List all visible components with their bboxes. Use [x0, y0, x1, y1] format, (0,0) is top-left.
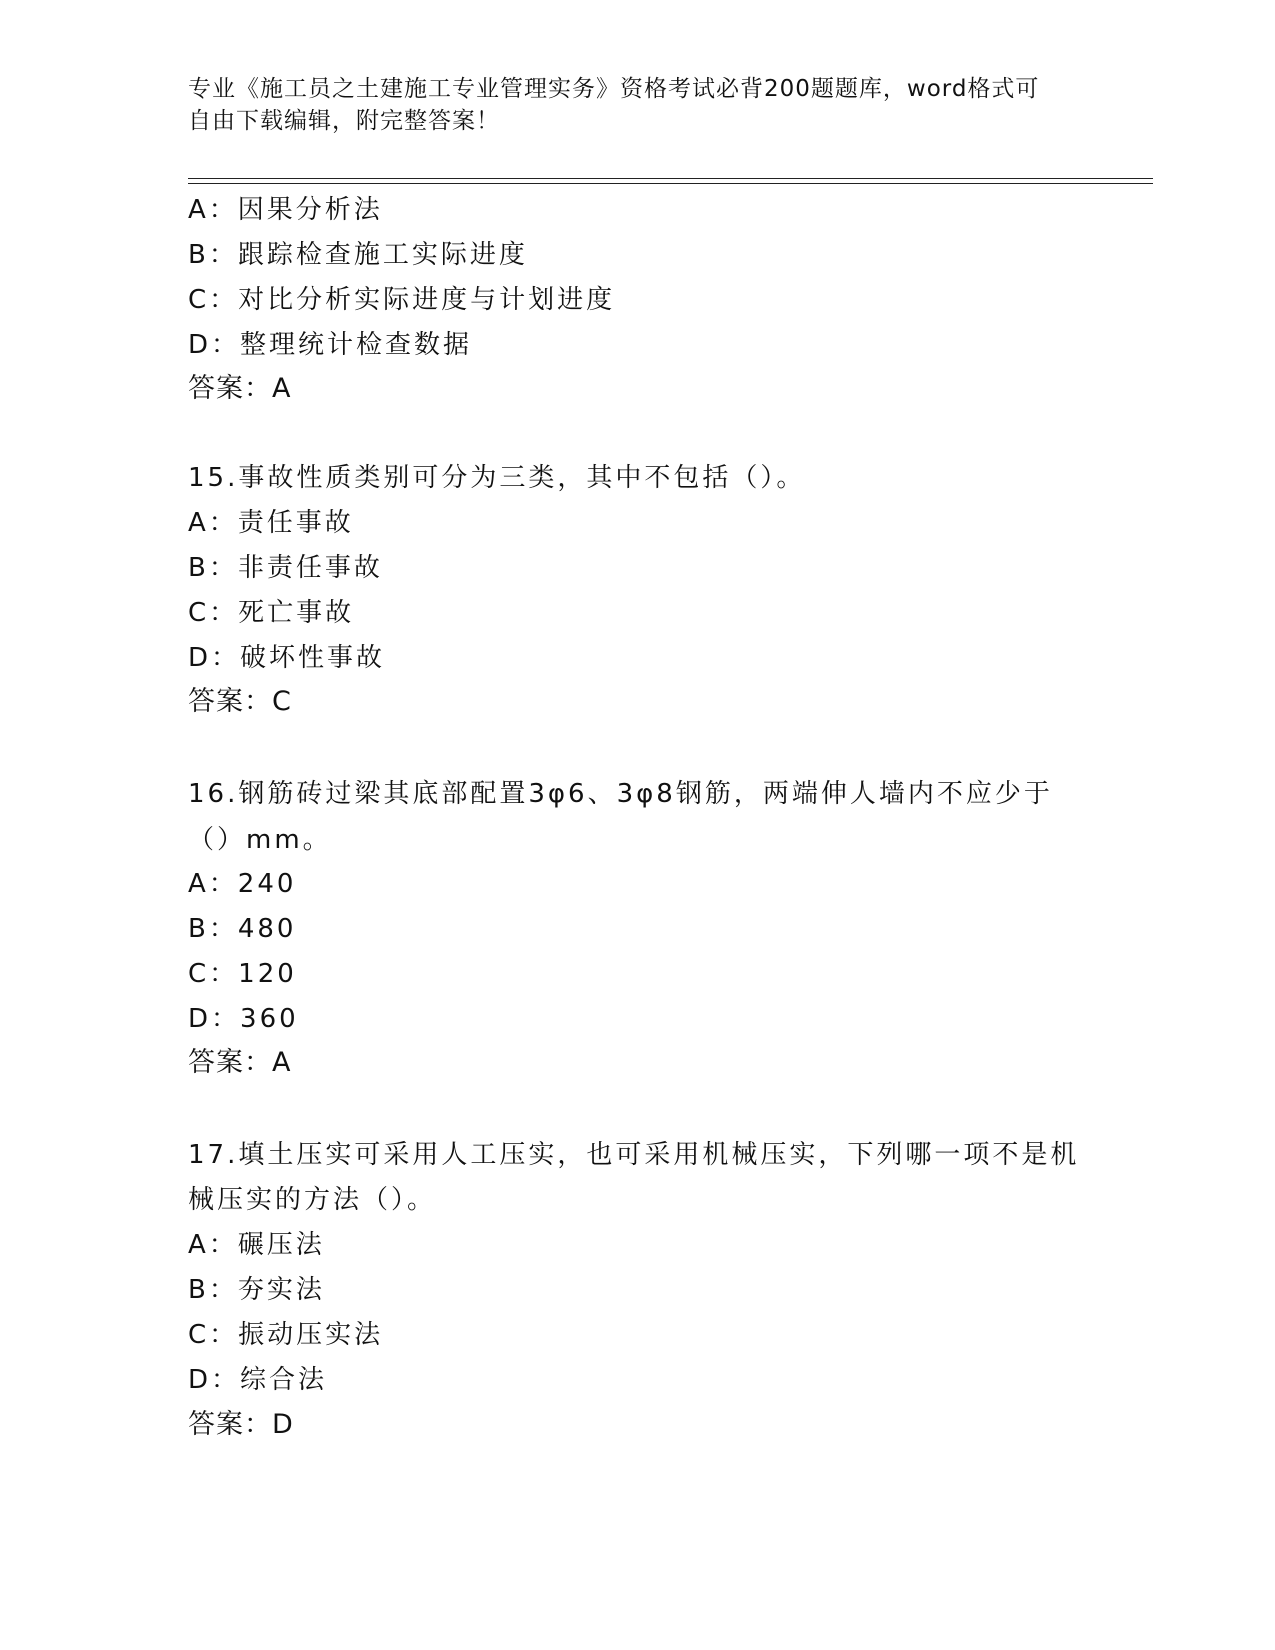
header-line-1: 专业《施工员之土建施工专业管理实务》资格考试必背200题题库，word格式可: [188, 76, 1040, 102]
header-rule-bottom: [188, 183, 1153, 184]
carryover-option-d: D：整理统计检查数据: [188, 330, 473, 360]
q15-question: 15.事故性质类别可分为三类，其中不包括（）。: [188, 463, 806, 493]
carryover-option-c: C：对比分析实际进度与计划进度: [188, 285, 616, 315]
q15-option-b: B：非责任事故: [188, 553, 383, 583]
q17-question-line-2: 械压实的方法（）。: [188, 1185, 437, 1215]
carryover-option-b: B：跟踪检查施工实际进度: [188, 240, 528, 270]
q17-option-a: A：碾压法: [188, 1230, 325, 1260]
header-line-2: 自由下载编辑，附完整答案！: [188, 108, 500, 134]
carryover-answer: 答案：A: [188, 373, 292, 404]
q16-question-line-1: 16.钢筋砖过梁其底部配置3φ6、3φ8钢筋，两端伸人墙内不应少于: [188, 779, 1053, 809]
q16-option-b: B：480: [188, 914, 297, 944]
q16-answer: 答案：A: [188, 1047, 292, 1078]
q16-option-a: A：240: [188, 869, 297, 899]
carryover-option-a: A：因果分析法: [188, 195, 383, 225]
header-rule-top: [188, 178, 1153, 179]
q16-option-d: D：360: [188, 1004, 299, 1034]
q15-answer: 答案：C: [188, 686, 292, 717]
q15-option-d: D：破坏性事故: [188, 643, 386, 673]
q17-answer: 答案：D: [188, 1409, 294, 1440]
q15-option-a: A：责任事故: [188, 508, 354, 538]
q16-option-c: C：120: [188, 959, 297, 989]
q15-option-c: C：死亡事故: [188, 598, 355, 628]
q16-question-line-2: （）mm。: [188, 825, 332, 855]
q17-option-c: C：振动压实法: [188, 1320, 384, 1350]
q17-option-b: B：夯实法: [188, 1275, 325, 1305]
document-header: [188, 73, 1068, 137]
q17-question-line-1: 17.填土压实可采用人工压实，也可采用机械压实，下列哪一项不是机: [188, 1140, 1080, 1170]
q17-option-d: D：综合法: [188, 1365, 328, 1395]
